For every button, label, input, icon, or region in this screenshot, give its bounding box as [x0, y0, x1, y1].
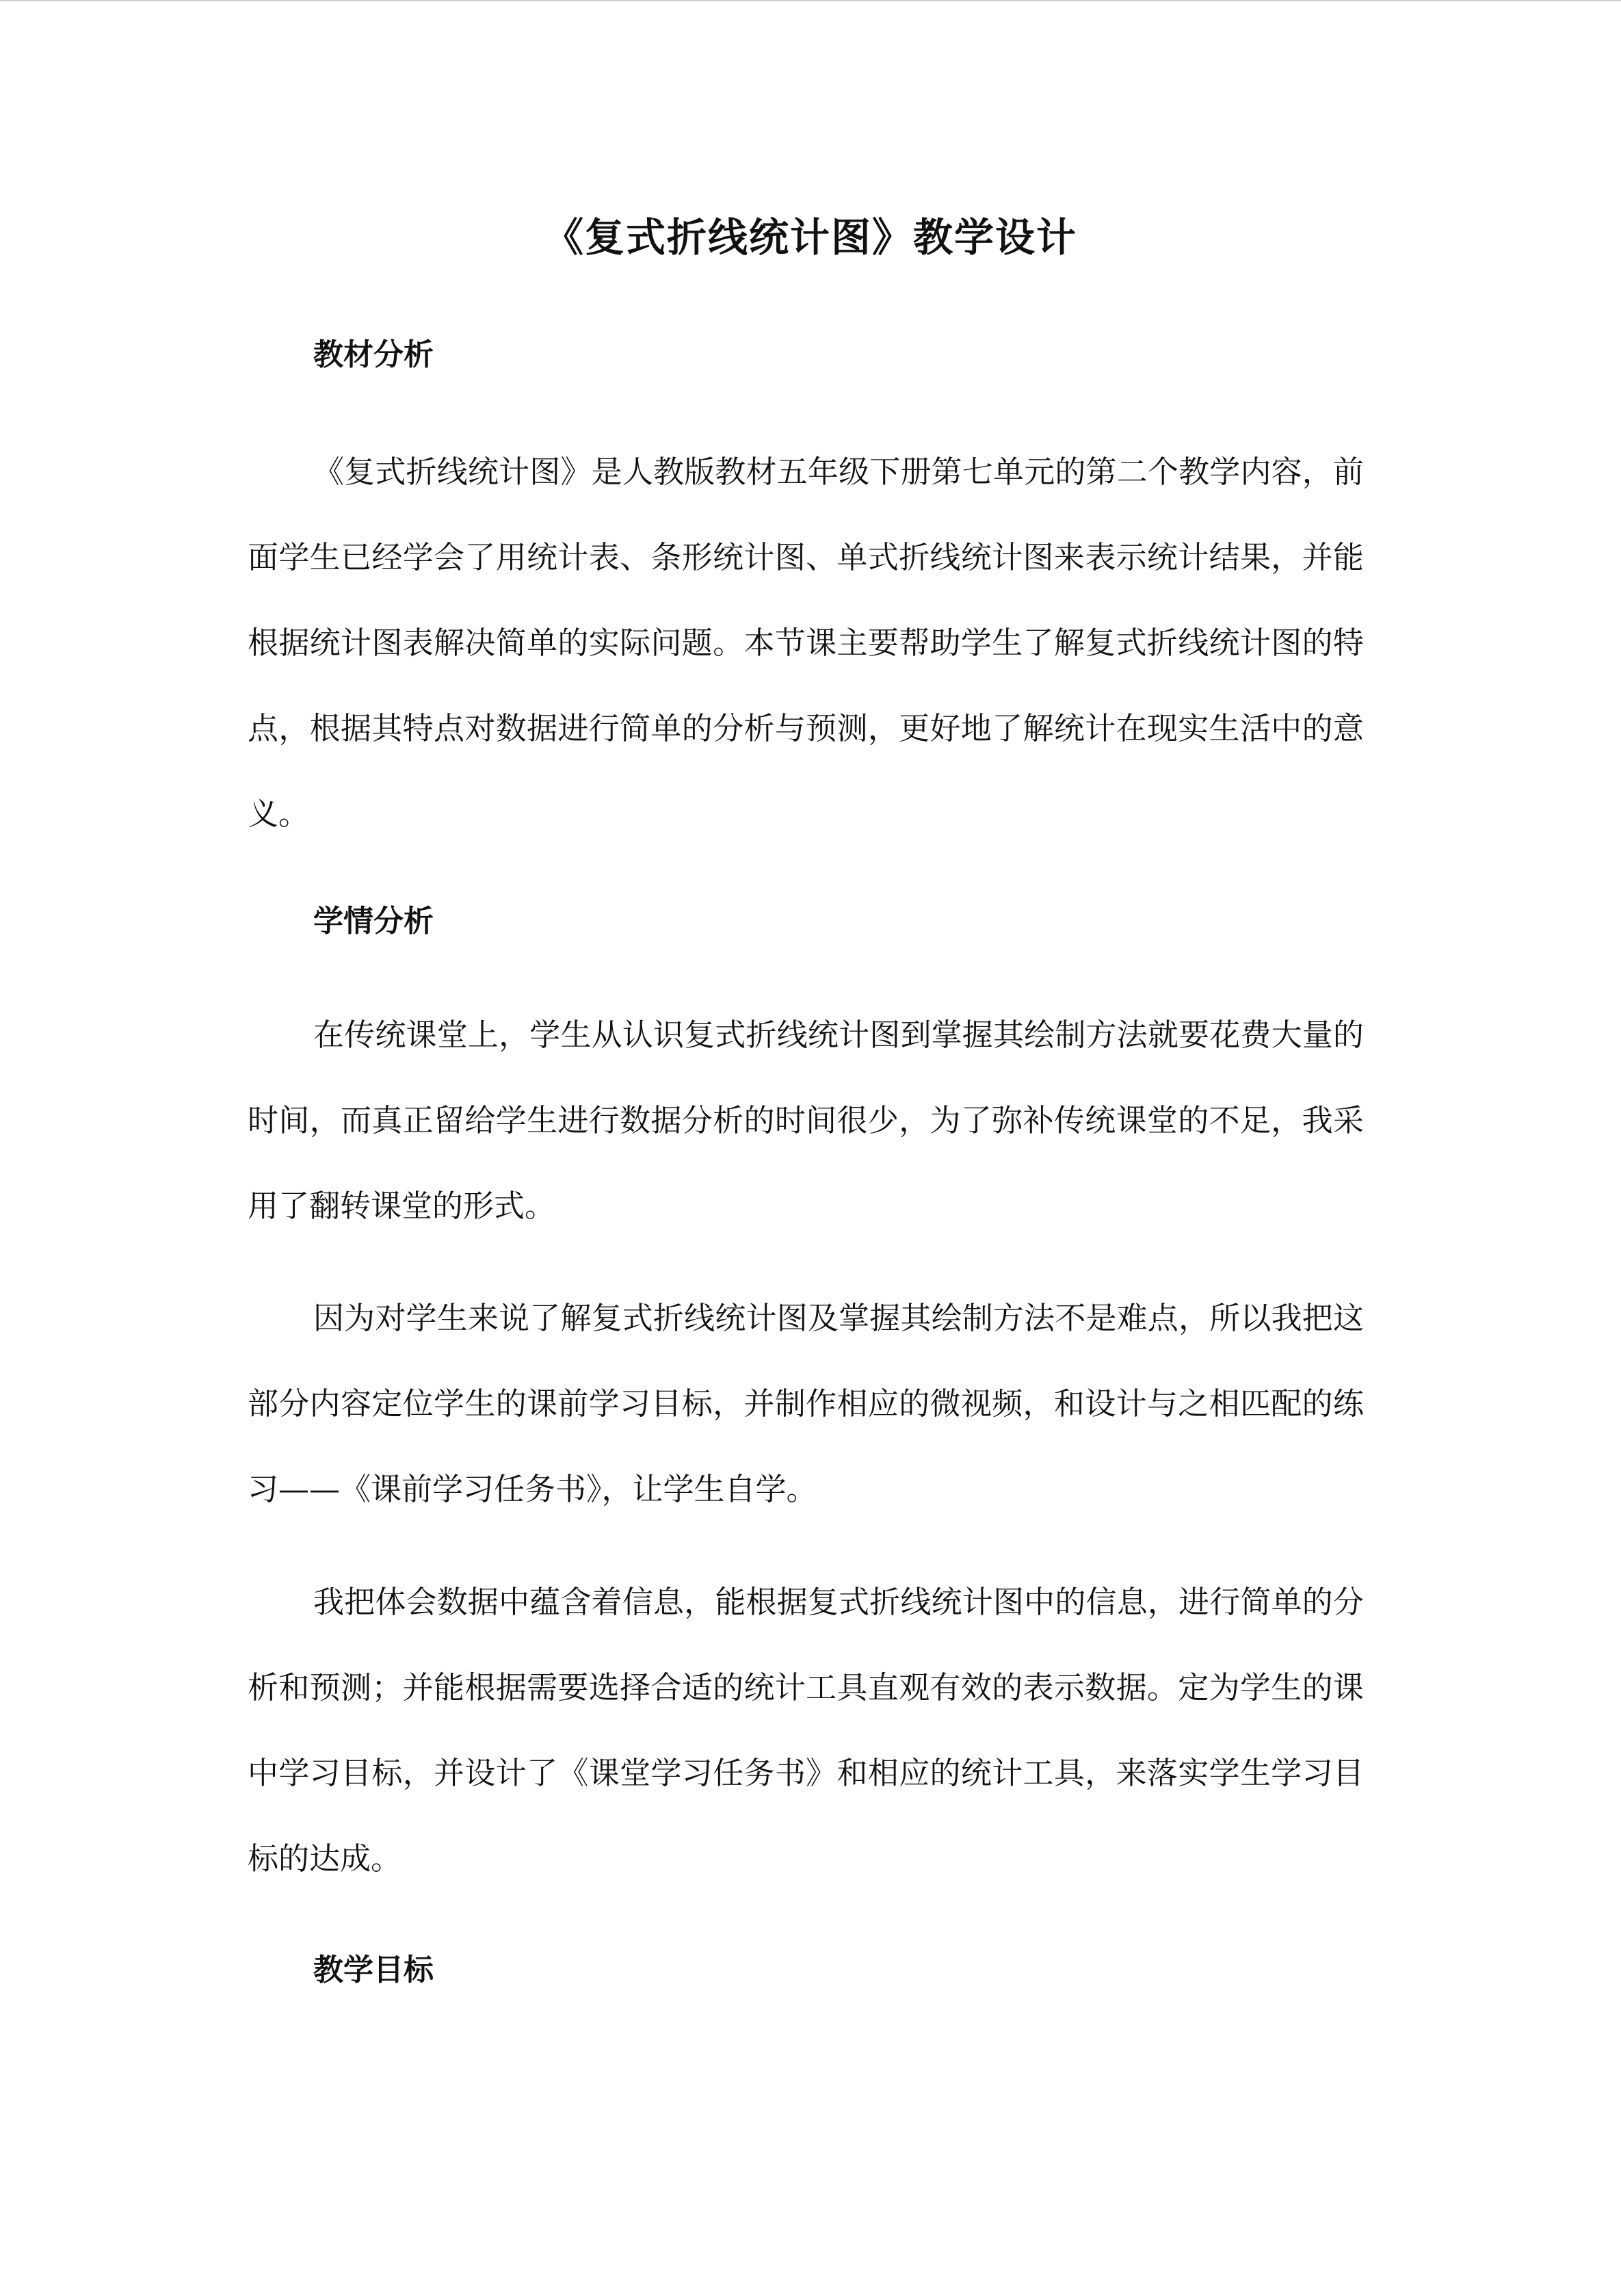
- paragraph-learner-analysis-2: 因为对学生来说了解复式折线统计图及掌握其绘制方法不是难点，所以我把这部分内容定位学生的课前学习目标，并制作相应的微视频，和设计与之相匹配的练习——《课前学习任务书》，让学生自学。: [248, 1300, 1364, 1507]
- paragraph-learner-analysis-3: 我把体会数据中蕴含着信息，能根据复式折线统计图中的信息，进行简单的分析和预测；并能根据需要选择合适的统计工具直观有效的表示数据。定为学生的课中学习目标，并设计了《课堂学习任务书》和相应的统计工具，来落实学生学习目标的达成。: [248, 1584, 1364, 1877]
- document-title: 《复式折线统计图》教学设计: [543, 214, 1077, 261]
- section-heading-learner-analysis: 学情分析: [313, 904, 434, 939]
- section-heading-teaching-objectives: 教学目标: [313, 1953, 434, 1987]
- paragraph-textbook-analysis: 《复式折线统计图》是人教版教材五年级下册第七单元的第二个教学内容，前面学生已经学会了用统计表、条形统计图、单式折线统计图来表示统计结果，并能根据统计图表解决简单的实际问题。本节课主要帮助学生了解复式折线统计图的特点，根据其特点对数据进行简单的分析与预测，更好地了解统计在现实生活中的意义。: [248, 454, 1364, 832]
- section-heading-textbook-analysis: 教材分析: [313, 337, 434, 372]
- paragraph-learner-analysis-1: 在传统课堂上，学生从认识复式折线统计图到掌握其绘制方法就要花费大量的时间，而真正留给学生进行数据分析的时间很少，为了弥补传统课堂的不足，我采用了翻转课堂的形式。: [248, 1017, 1364, 1224]
